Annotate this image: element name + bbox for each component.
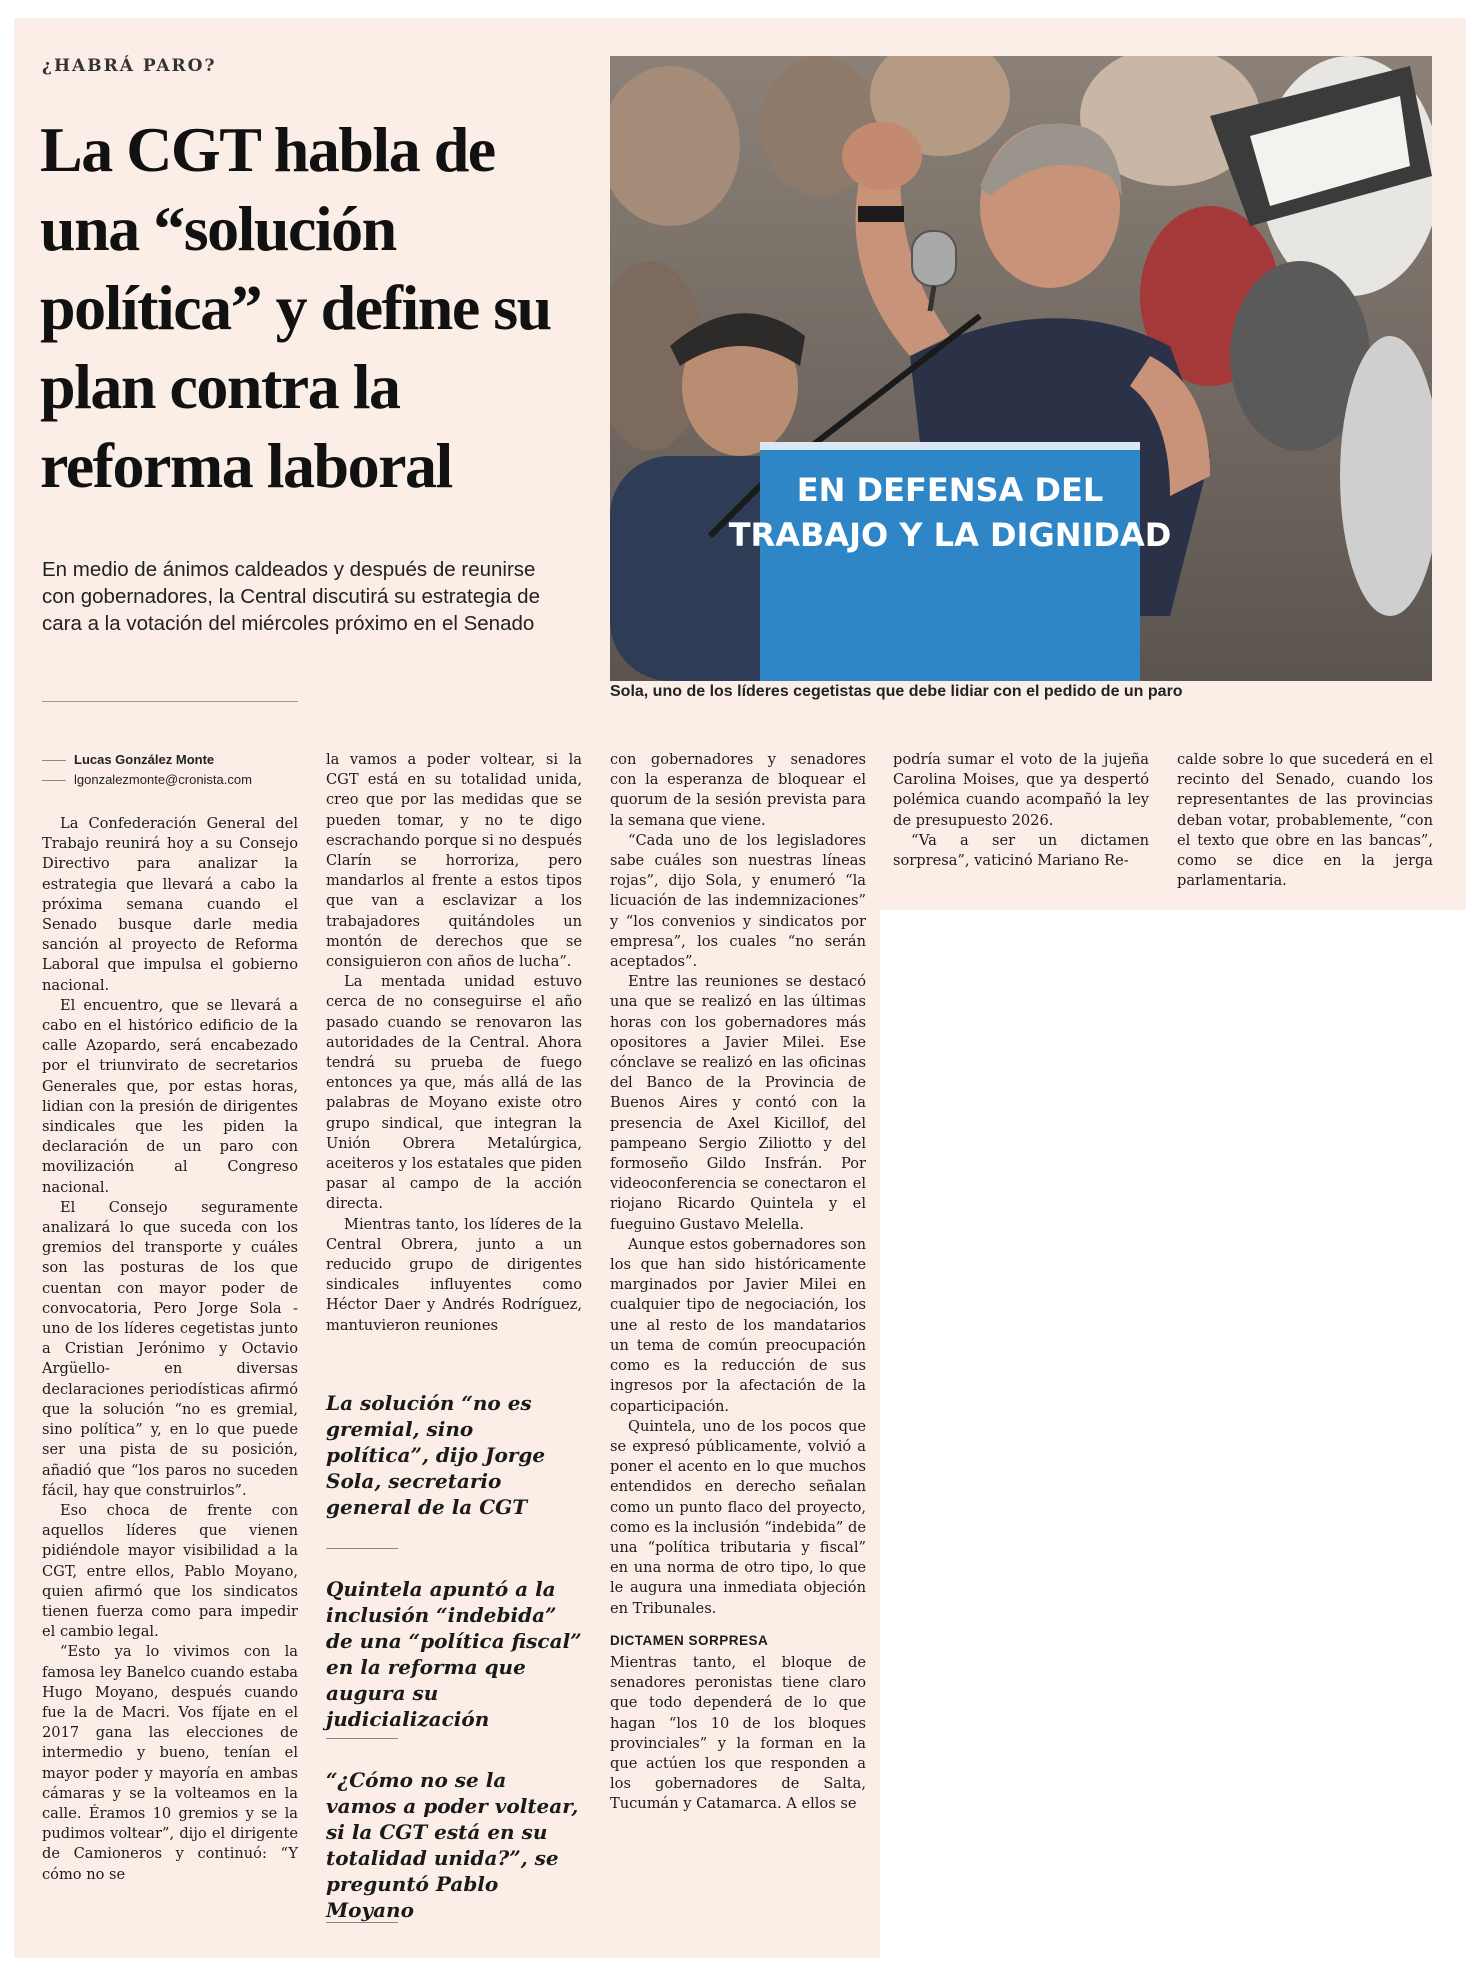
podium-text-line-2: TRABAJO Y LA DIGNIDAD (728, 516, 1172, 554)
paragraph: La Confederación General del Trabajo reunirá hoy a su Consejo Directivo para analizar la estrategia que llevará a cabo la próxima semana cuando el Senado busque darle media sanción al proyecto de Reforma Laboral que impulsa el gobierno nacional. (42, 815, 298, 994)
paragraph: Quintela, uno de los pocos que se expresó públicamente, volvió a poner el acento en lo que muchos entendidos en derecho señalan como un punto flaco del proyecto, como es la inclusión “indebida” de una “política tributaria y fiscal” en una norma de otro tipo, lo que le augura una inmediata objeción en Tribunales. (610, 1417, 866, 1617)
photo-illustration (610, 56, 1432, 681)
byline-dash (42, 760, 66, 761)
article-column-5 (1177, 750, 1433, 891)
paragraph: Entre las reuniones se destacó una que se realizó en las últimas horas con los gobernadores más opositores a Javier Milei. Ese cónclave se realizó en las oficinas del Banco de la Provincia de Buenos Aires y contó con la presencia de Axel Kicillof, del pampeano Sergio Ziliotto y del formoseño Gildo Insfrán. Por videoconferencia se conectaron el riojano Ricardo Quintela y el fueguino Gustavo Melella. (610, 973, 866, 1233)
article-column-3 (610, 750, 866, 1815)
paragraph: “Va a ser un dictamen sorpresa”, vaticinó Mariano Re- (893, 831, 1149, 870)
byline-dash (42, 780, 66, 781)
paragraph: Eso choca de frente con aquellos líderes que vienen pidiéndole mayor visibilidad a la CGT, entre ellos, Pablo Moyano, quien afirmó que los sindicatos tienen fuerza como para impedir el cambio legal. (42, 1501, 298, 1641)
pullquote-divider (326, 1922, 398, 1923)
pullquote-divider (326, 1738, 398, 1739)
byline (42, 750, 298, 790)
headline: La CGT habla de una “solución política” y define su plan contra la reforma laboral (40, 114, 551, 501)
pullquote-2: Quintela apuntó a la inclusión “indebida” de una “política fiscal” en la reforma que augura su judicialización (326, 1577, 582, 1731)
paragraph: Mientras tanto, los líderes de la Central Obrera, junto a un reducido grupo de dirigentes sindicales influyentes como Héctor Daer y Andrés Rodríguez, mantuvieron reuniones (326, 1215, 582, 1334)
paragraph: Aunque estos gobernadores son los que han sido históricamente marginados por Javier Milei en cualquier tipo de negociación, los une al resto de los mandatarios un tema de común preocupación como es la reducción de sus ingresos por la afectación de la coparticipación. (610, 1235, 866, 1415)
paragraph: La mentada unidad estuvo cerca de no conseguirse el año pasado cuando se renovaron las autoridades de la Central. Ahora tendrá su prueba de fuego entonces ya que, más allá de las palabras de Moyano existe otro grupo sindical, que integran la Unión Obrera Metalúrgica, aceiteros y los estatales que piden pasar al campo de la acción directa. (326, 973, 582, 1213)
paragraph: podría sumar el voto de la jujeña Carolina Moises, que ya despertó polémica cuando acompañó la ley de presupuesto 2026. (893, 751, 1149, 829)
news-photo (610, 56, 1432, 681)
photo-caption: Sola, uno de los líderes cegetistas que debe lidiar con el pedido de un paro (610, 683, 1183, 700)
kicker: ¿HABRÁ PARO? (42, 56, 217, 76)
podium-text-line-1: EN DEFENSA DEL (796, 471, 1104, 509)
paragraph: con gobernadores y senadores con la esperanza de bloquear el quorum de la sesión prevista para la semana que viene. (610, 751, 866, 829)
dek-divider (42, 701, 298, 702)
paragraph: El Consejo seguramente analizará lo que suceda con los gremios del transporte y cuáles son las posturas de los que cuentan con mayor poder de convocatoria, Pero Jorge Sola -uno de los líderes cegetistas junto a Cristian Jerónimo y Octavio Argüello- en diversas declaraciones periodísticas afirmó que la solución “no es gremial, sino política” y, en lo que puede ser una pista de su posición, añadió que “los paros no suceden fácil, hay que construirlos”. (42, 1198, 298, 1499)
paragraph: “Cada uno de los legisladores sabe cuáles son nuestras líneas rojas”, dijo Sola, y enumeró “la licuación de las indemnizaciones” y “los convenios y sindicatos por empresa”, los cuales “no serán aceptados”. (610, 831, 866, 971)
article-column-4 (893, 750, 1149, 871)
article-column-1 (42, 814, 298, 1885)
paragraph: “Esto ya lo vivimos con la famosa ley Banelco cuando estaba Hugo Moyano, después cuando fue la de Macri. Vos fíjate en el 2017 gana las elecciones de intermedio y bueno, tenían el mayor poder y mayoría en ambas cámaras y se la volteamos en la calle. Éramos 10 gremios y se la pudimos voltear”, dijo el dirigente de Camioneros y continuó: “Y cómo no se (42, 1643, 298, 1883)
byline-email: lgonzalezmonte@cronista.com (74, 772, 252, 787)
dek: En medio de ánimos caldeados y después de reunirse con gobernadores, la Central discutirá su estrategia de cara a la votación del miércoles próximo en el Senado (42, 558, 540, 635)
paragraph: El encuentro, que se llevará a cabo en el histórico edificio de la calle Azopardo, será encabezado por el triunvirato de secretarios Generales que, por estas horas, lidian con la presión de dirigentes sindicales que les piden la declaración de un paro con movilización al Congreso nacional. (42, 996, 298, 1196)
pullquote-divider (326, 1548, 398, 1549)
article-column-2 (326, 750, 582, 1336)
byline-author: Lucas González Monte (74, 752, 215, 767)
subhead: DICTAMEN SORPRESA (610, 1632, 769, 1648)
pullquote-1: La solución “no es gremial, sino política”, dijo Jorge Sola, secretario general de la CGT (326, 1391, 546, 1519)
paragraph: la vamos a poder voltear, si la CGT está en su totalidad unida, creo que por las medidas que se pueden tomar, y no te digo escrachando porque si no después Clarín se horroriza, pero mandarlos al frente a estos tipos que van a esclavizar a los trabajadores quitándoles un montón de derechos que se consiguieron con años de lucha”. (326, 751, 582, 971)
paragraph: calde sobre lo que sucederá en el recinto del Senado, cuando los representantes de las provincias deban votar, probablemente, “con el texto que obre en las bancas”, como se dice en la jerga parlamentaria. (1177, 751, 1433, 890)
paragraph: Mientras tanto, el bloque de senadores peronistas tiene claro que todo dependerá de lo que hagan “los 10 de los bloques provinciales” y la forman en la que actúen los que responden a los gobernadores de Salta, Tucumán y Catamarca. A ellos se (610, 1653, 866, 1813)
pullquote-3: “¿Cómo no se la vamos a poder voltear, si la CGT está en su totalidad unida?”, se preguntó Pablo Moyano (326, 1768, 579, 1922)
